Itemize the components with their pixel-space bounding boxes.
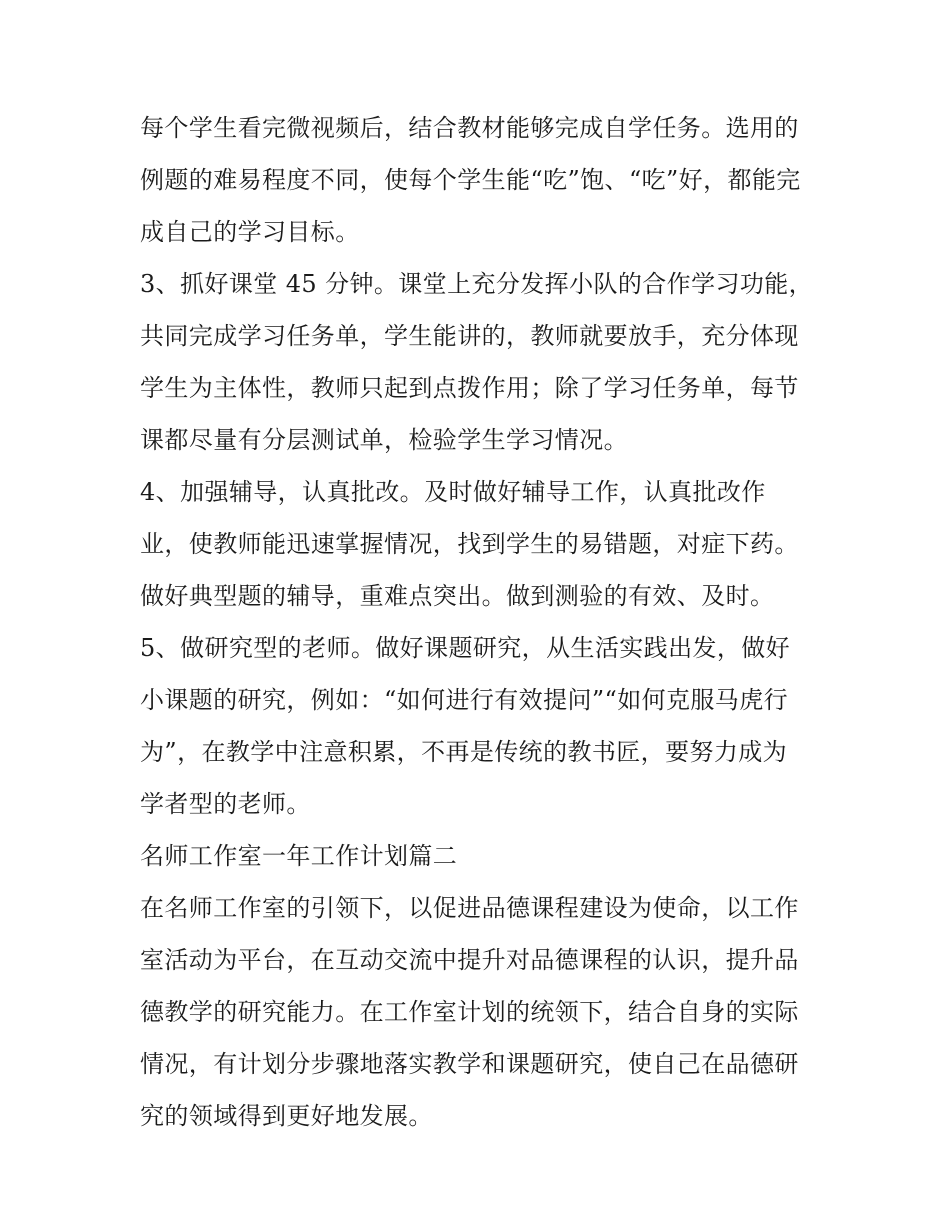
text-line: 为”，在教学中注意积累，不再是传统的教书匠，要努力成为 [140,738,788,766]
text-line: 德教学的研究能力。在工作室计划的统领下，结合自身的实际 [140,998,799,1026]
text-line: 业，使教师能迅速掌握情况，找到学生的易错题，对症下药。 [140,530,799,558]
text-line: 小课题的研究，例如：“如何进行有效提问”“如何克服马虎行 [140,686,789,714]
document-body [140,102,820,1142]
list-item-5-line: 5、做研究型的老师。做好课题研究，从生活实践出发，做好 [140,634,791,662]
text-line: 成自己的学习目标。 [140,218,360,246]
text-line: 学生为主体性，教师只起到点拨作用；除了学习任务单，每节 [140,374,799,402]
text-line: 在名师工作室的引领下，以促进品德课程建设为使命，以工作 [140,894,799,922]
text-line: 每个学生看完微视频后，结合教材能够完成自学任务。选用的 [140,114,799,142]
text-line: 课都尽量有分层测试单，检验学生学习情况。 [140,426,628,454]
list-item-4-line: 4、加强辅导，认真批改。及时做好辅导工作，认真批改作 [140,478,766,506]
text-line: 做好典型题的辅导，重难点突出。做到测验的有效、及时。 [140,582,775,610]
text-line: 情况，有计划分步骤地落实教学和课题研究，使自己在品德研 [140,1050,799,1078]
section-heading: 名师工作室一年工作计划篇二 [140,842,458,870]
text-line: 究的领域得到更好地发展。 [140,1102,433,1130]
list-item-3-line: 3、抓好课堂 45 分钟。课堂上充分发挥小队的合作学习功能， [140,270,814,298]
text-line: 学者型的老师。 [140,790,311,818]
text-line: 室活动为平台，在互动交流中提升对品德课程的认识，提升品 [140,946,799,974]
text-line: 共同完成学习任务单，学生能讲的，教师就要放手，充分体现 [140,322,799,350]
text-line: 例题的难易程度不同，使每个学生能“吃”饱、“吃”好，都能完 [140,166,801,194]
